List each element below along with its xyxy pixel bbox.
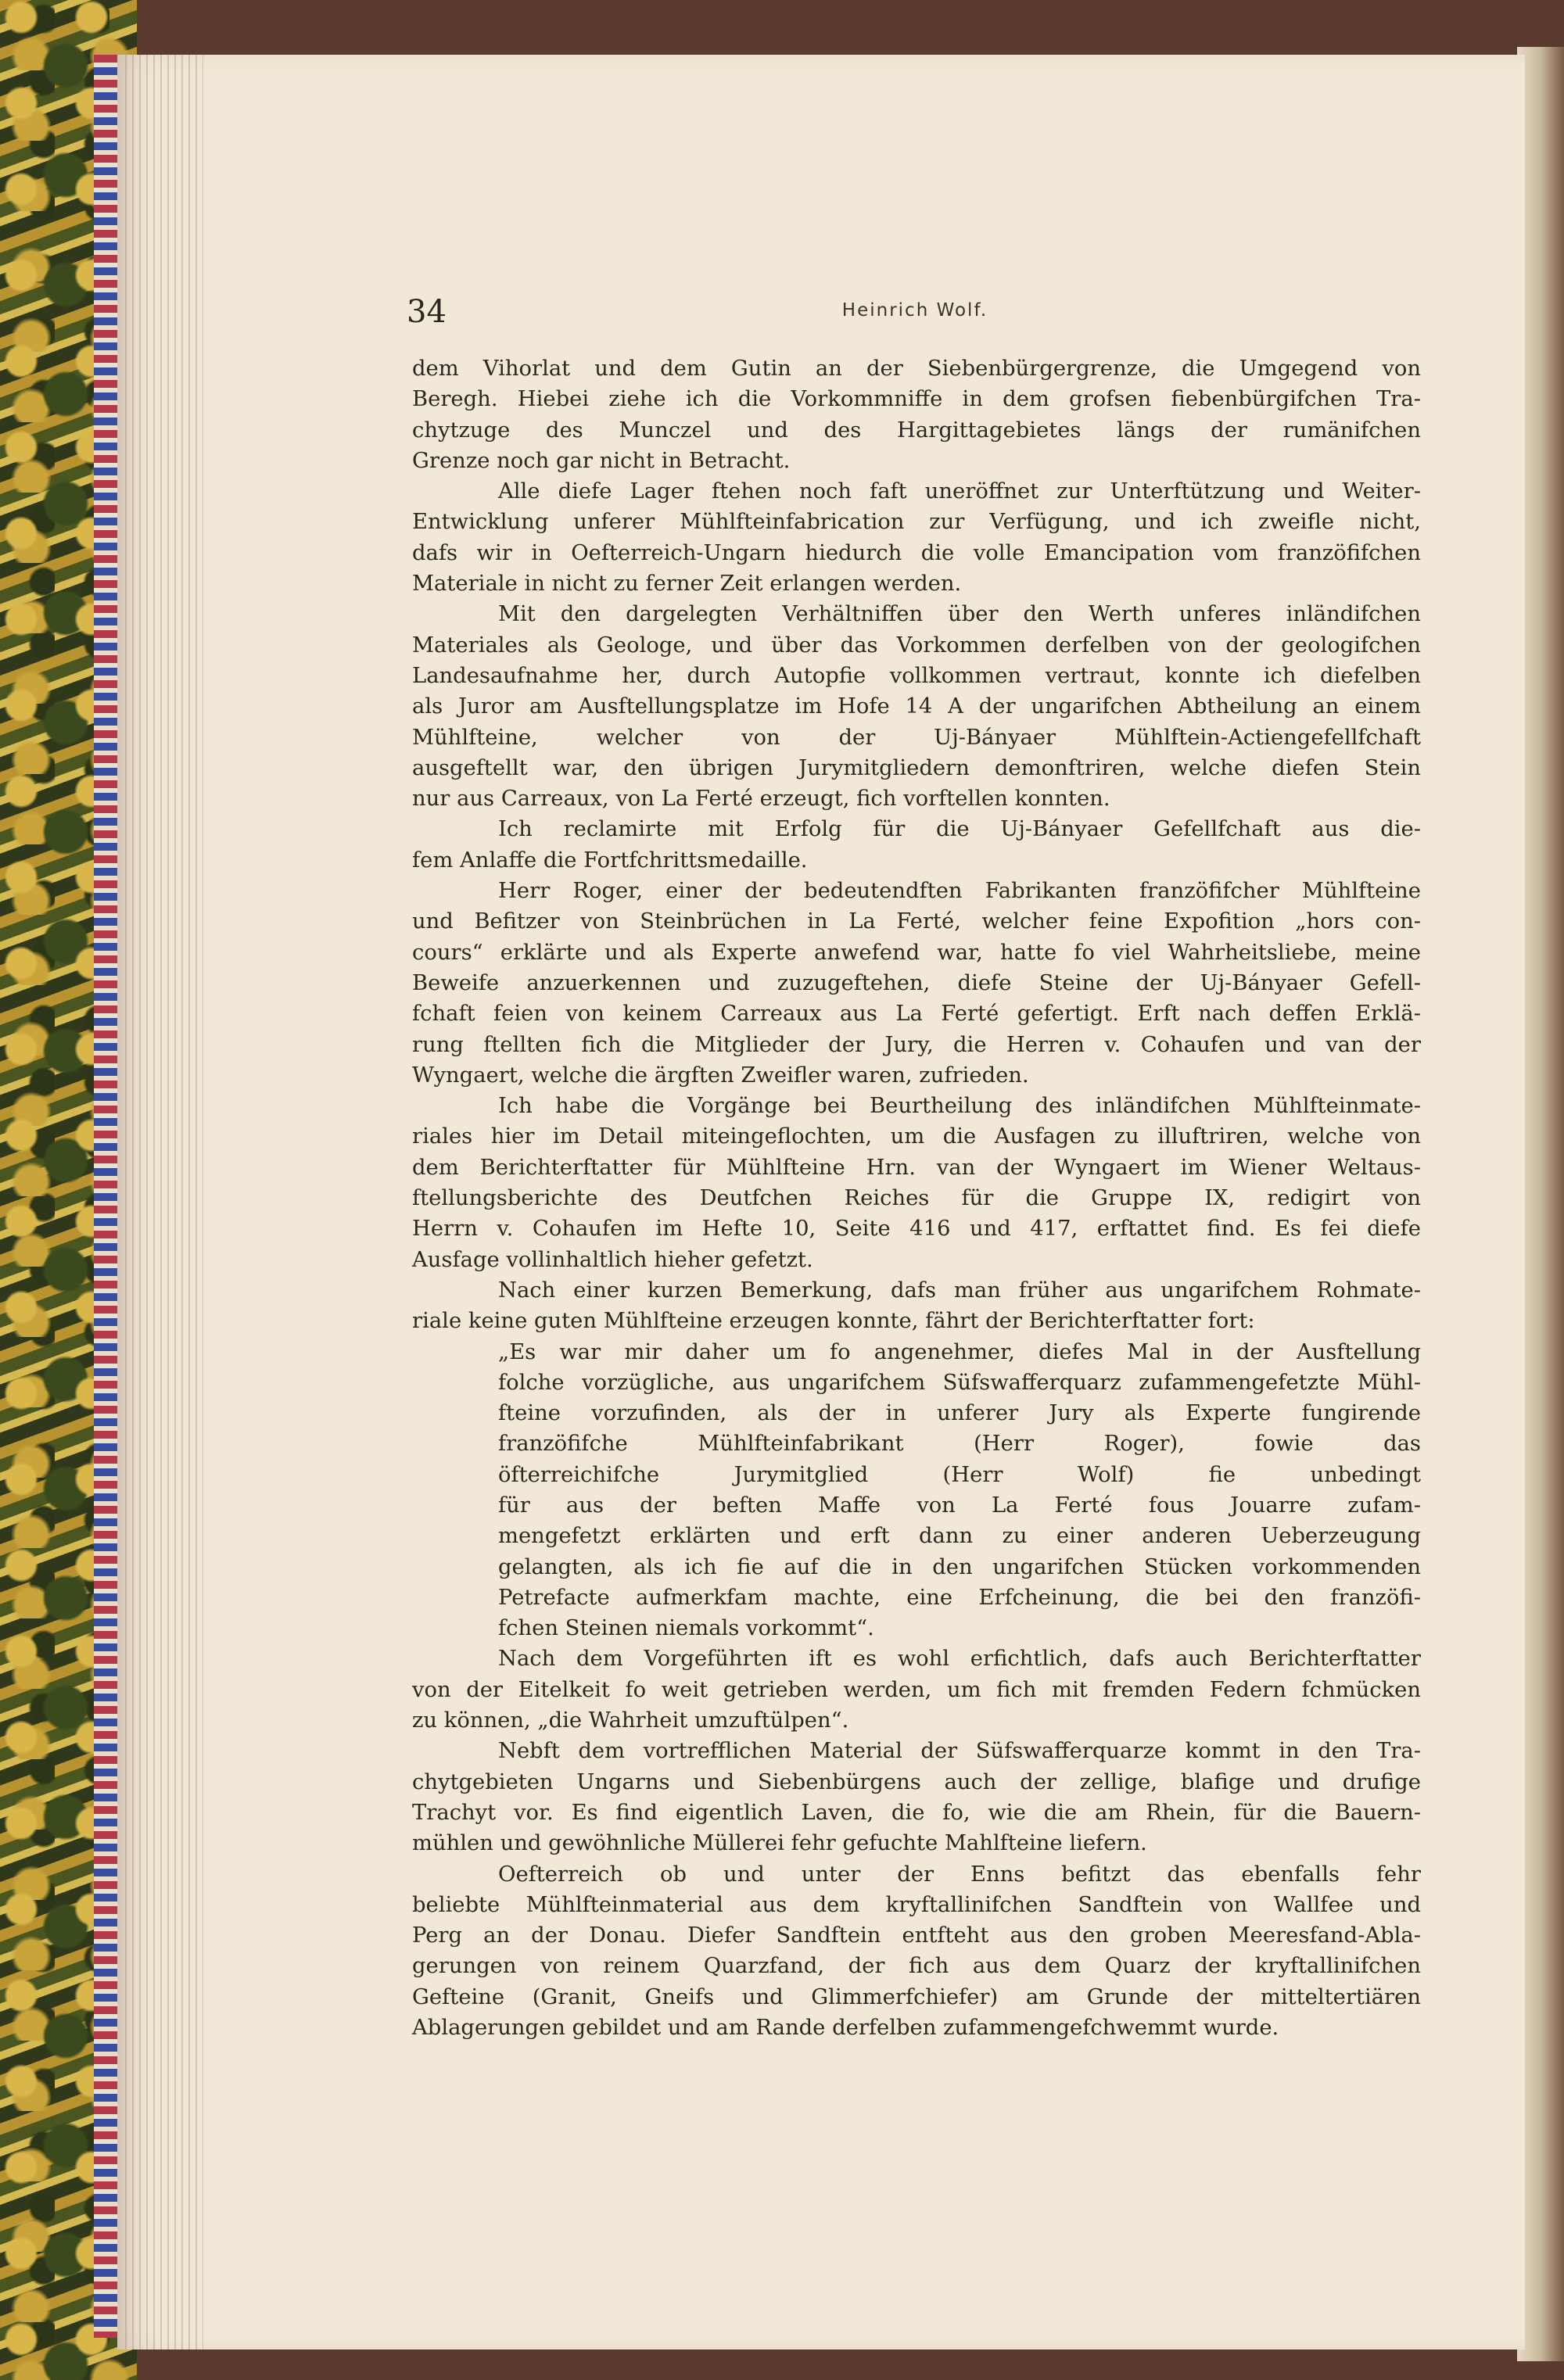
paragraph [412, 814, 1421, 876]
text-line: Grenze noch gar nicht in Betracht. [412, 448, 791, 473]
text-line: zu können, „die Wahrheit umzuftülpen“. [412, 1708, 849, 1733]
text-line: Ich reclamirte mit Erfolg für die Uj-Bányaer Gefellfchaft aus die- [498, 817, 1421, 842]
text-line: für aus der beften Maffe von La Ferté fous Jouarre zufam- [498, 1493, 1421, 1518]
quote-paragraph [412, 1337, 1421, 1644]
text-line: Wyngaert, welche die ärgften Zweifler waren, zufrieden. [412, 1063, 1029, 1088]
text-line: riales hier im Detail miteingeflochten, um die Ausfagen zu illuftriren, welche von [412, 1124, 1421, 1149]
text-line: Ausfage vollinhaltlich hieher gefetzt. [412, 1247, 813, 1272]
paragraph [412, 353, 1421, 476]
text-line: und Befitzer von Steinbrüchen in La Ferté, welcher feine Expofition „hors con- [412, 909, 1421, 934]
text-line: gelangten, als ich fie auf die in den ungarifchen Stücken vorkommenden [498, 1554, 1421, 1579]
text-line: folche vorzügliche, aus ungarifchem Süfswafferquarz zufammengefetzte Mühl- [498, 1370, 1421, 1395]
paragraph [412, 599, 1421, 814]
text-line: öfterreichifche Jurymitglied (Herr Wolf) fie unbedingt [498, 1462, 1421, 1487]
text-line: dafs wir in Oefterreich-Ungarn hiedurch die volle Emancipation vom franzöfifchen [412, 540, 1421, 565]
text-line: dem Berichterftatter für Mühlfteine Hrn. van der Wyngaert im Wiener Weltaus- [412, 1155, 1421, 1180]
text-line: nur aus Carreaux, von La Ferté erzeugt, fich vorftellen konnten. [412, 787, 1110, 812]
text-line: Alle diefe Lager ftehen noch faft uneröffnet zur Unterftützung und Weiter- [498, 479, 1421, 504]
text-line: Landesaufnahme her, durch Autopfie vollkommen vertraut, konnte ich diefelben [412, 663, 1421, 688]
text-line: fchaft feien von keinem Carreaux aus La Ferté gefertigt. Erft nach deffen Erklä- [412, 1002, 1421, 1027]
text-line: beliebte Mühlfteinmaterial aus dem kryftallinifchen Sandftein von Wallfee und [412, 1892, 1421, 1917]
text-line: Materiales als Geologe, und über das Vorkommen derfelben von der geologifchen [412, 633, 1421, 658]
text-line: Beweife anzuerkennen und zuzugeftehen, diefe Steine der Uj-Bányaer Gefell- [412, 970, 1421, 995]
text-line: rung ftellten fich die Mitglieder der Jury, die Herren v. Cohaufen und van der [412, 1032, 1421, 1057]
text-line: ausgeftellt war, den übrigen Jurymitgliedern demonftriren, welche diefen Stein [412, 755, 1421, 780]
text-line: gerungen von reinem Quarzfand, der fich aus dem Quarz der kryftallinifchen [412, 1954, 1421, 1979]
text-line: Nach dem Vorgeführten ift es wohl erfichtlich, dafs auch Berichterftatter [498, 1647, 1421, 1672]
text-line: cours“ erklärte und als Experte anwefend war, hatte fo viel Wahrheitsliebe, meine [412, 940, 1421, 965]
text-line: Beregh. Hiebei ziehe ich die Vorkommniffe in dem grofsen fiebenbürgifchen Tra- [412, 387, 1421, 412]
text-line: riale keine guten Mühlfteine erzeugen konnte, fährt der Berichterftatter fort: [412, 1309, 1255, 1334]
text-line: chytgebieten Ungarns und Siebenbürgens auch der zellige, blafige und drufige [412, 1769, 1421, 1794]
text-line: Nebft dem vortrefflichen Material der Süfswafferquarze kommt in den Tra- [498, 1739, 1421, 1764]
paragraph [412, 1275, 1421, 1337]
gutter-page-edges [125, 55, 203, 2350]
text-line: Perg an der Donau. Diefer Sandftein entfteht aus den groben Meeresfand-Abla- [412, 1923, 1421, 1948]
text-line: fchen Steinen niemals vorkommt“. [498, 1616, 874, 1641]
text-line: dem Vihorlat und dem Gutin an der Siebenbürgergrenze, die Umgegend von [412, 357, 1421, 381]
text-line: Mühlfteine, welcher von der Uj-Bányaer Mühlftein-Actiengefellfchaft [412, 725, 1421, 750]
text-line: Trachyt vor. Es find eigentlich Laven, die fo, wie die am Rhein, für die Bauern- [412, 1800, 1421, 1825]
paragraph [412, 1643, 1421, 1736]
text-line: mengefetzt erklärten und erft dann zu einer anderen Ueberzeugung [498, 1524, 1421, 1549]
text-line: fteine vorzufinden, als der in unferer Jury als Experte fungirende [498, 1401, 1421, 1426]
text-line: Oefterreich ob und unter der Enns befitzt das ebenfalls fehr [498, 1862, 1421, 1887]
text-line: Entwicklung unferer Mühlfteinfabrication zur Verfügung, und ich zweifle nicht, [412, 510, 1421, 535]
page-number: 34 [407, 294, 447, 330]
body-text [412, 353, 1421, 2043]
marbled-page-edge [94, 55, 117, 2338]
text-line: Ablagerungen gebildet und am Rande derfelben zufammengefchwemmt wurde. [412, 2016, 1279, 2041]
paragraph [412, 1859, 1421, 2044]
text-line: ftellungsberichte des Deutfchen Reiches für die Gruppe IX, redigirt von [412, 1186, 1421, 1211]
page-header [407, 294, 1423, 333]
text-line: Materiale in nicht zu ferner Zeit erlangen werden. [412, 572, 962, 597]
text-line: mühlen und gewöhnliche Müllerei fehr gefuchte Mahlfteine liefern. [412, 1831, 1147, 1856]
text-line: chytzuge des Munczel und des Hargittagebietes längs der rumänifchen [412, 418, 1421, 443]
paragraph [412, 876, 1421, 1091]
text-line: Herrn v. Cohaufen im Hefte 10, Seite 416 und 417, erftattet find. Es fei diefe [412, 1217, 1421, 1242]
text-line: Herr Roger, einer der bedeutendften Fabrikanten franzöfifcher Mühlfteine [498, 879, 1421, 904]
text-line: Nach einer kurzen Bemerkung, dafs man früher aus ungarifchem Rohmate- [498, 1278, 1421, 1303]
text-line: Mit den dargelegten Verhältniffen über den Werth unferes inländifchen [498, 602, 1421, 627]
text-line: fem Anlaffe die Fortfchrittsmedaille. [412, 848, 808, 873]
text-line: als Juror am Ausftellungsplatze im Hofe 14 A der ungarifchen Abtheilung an einem [412, 694, 1421, 719]
paragraph [412, 1091, 1421, 1275]
text-line: Gefteine (Granit, Gneifs und Glimmerfchiefer) am Grunde der mitteltertiären [412, 1984, 1421, 2009]
text-line: „Es war mir daher um fo angenehmer, diefes Mal in der Ausftellung [498, 1339, 1421, 1364]
text-line: von der Eitelkeit fo weit getrieben werden, um fich mit fremden Federn fchmücken [412, 1677, 1421, 1702]
text-line: franzöfifche Mühlfteinfabrikant (Herr Roger), fowie das [498, 1432, 1421, 1457]
paragraph [412, 476, 1421, 599]
text-line: Petrefacte aufmerkfam machte, eine Erfcheinung, die bei den franzöfi- [498, 1585, 1421, 1610]
paragraph [412, 1736, 1421, 1858]
text-line: Ich habe die Vorgänge bei Beurtheilung des inländifchen Mühlfteinmate- [498, 1094, 1421, 1119]
running-head: Heinrich Wolf. [841, 300, 988, 321]
